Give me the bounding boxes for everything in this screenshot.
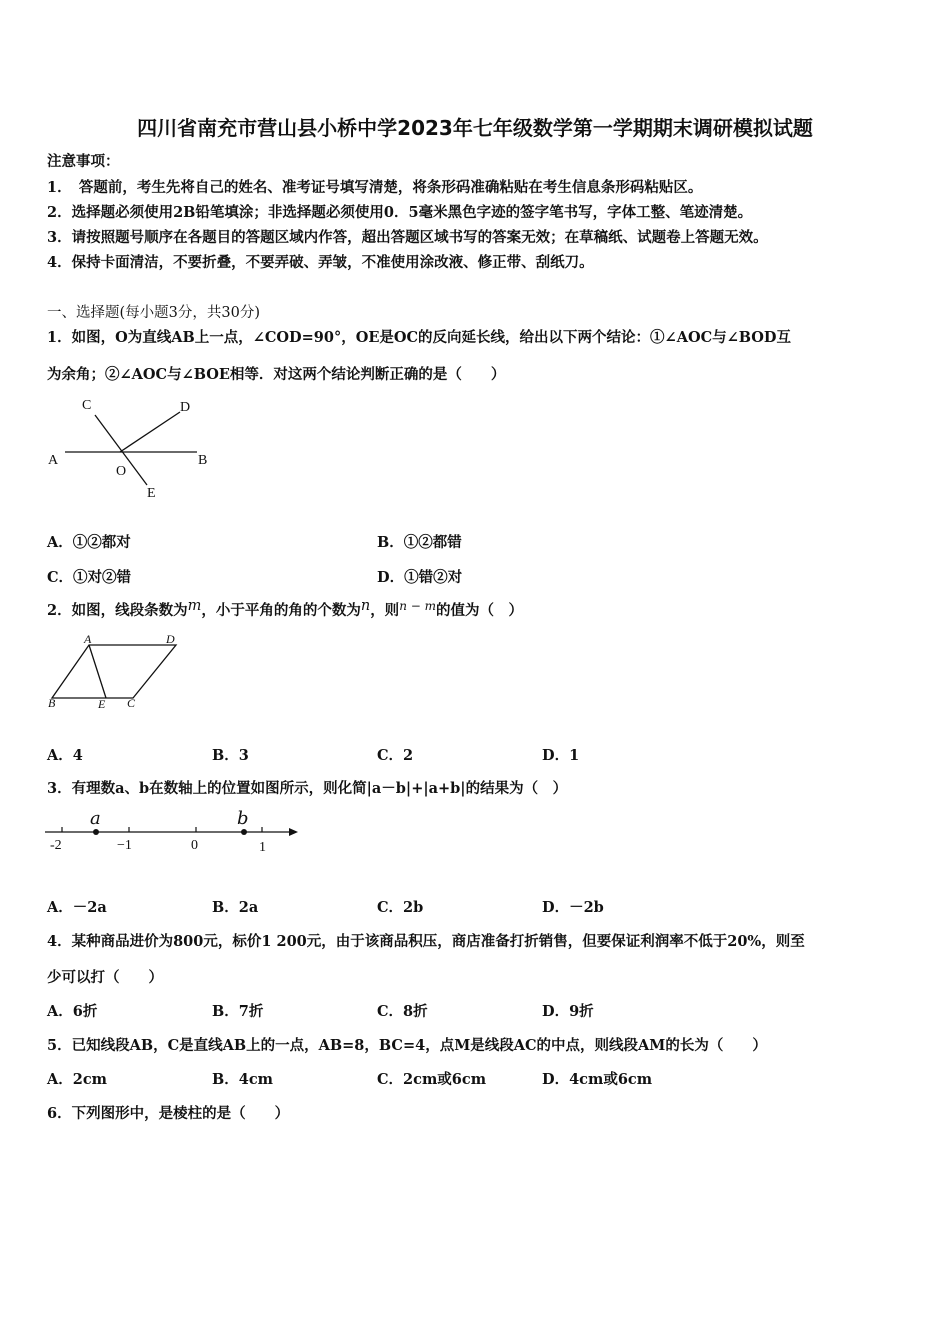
q2-label-d: D	[166, 632, 175, 646]
q3-option-a: A．－2a	[47, 899, 107, 916]
q2-stem: 2．如图，线段条数为m，小于平角的角的个数为n，则$^{n - m}$的值为（ ）	[47, 598, 523, 619]
axis-arrow	[289, 828, 298, 836]
q1-option-d: D．①错②对	[377, 569, 463, 586]
q5-option-c: C．2cm或6cm	[377, 1071, 487, 1088]
q5-option-d: D．4cm或6cm	[542, 1071, 653, 1088]
q3-option-b: B．2a	[212, 899, 259, 916]
q3-stem: 3．有理数a、b在数轴上的位置如图所示，则化简|a－b|+|a+b|的结果为（ ）	[47, 780, 568, 797]
q3-tick-label-neg2: -2	[50, 838, 62, 853]
q1-label-c: C	[82, 398, 92, 413]
q5-stem: 5．已知线段AB，C是直线AB上的一点，AB=8，BC=4，点M是线段AC的中点，则线段AM的长为（ ）	[47, 1037, 767, 1054]
notice-item-2: 2．选择题必须使用2B铅笔填涂；非选择题必须使用0．5毫米黑色字迹的签字笔书写，字体工整、笔迹清楚。	[47, 204, 753, 221]
q3-tick-label-neg1: −1	[117, 838, 132, 853]
page-title: 四川省南充市营山县小桥中学2023年七年级数学第一学期期末调研模拟试题	[137, 116, 813, 140]
q1-label-e: E	[147, 486, 156, 501]
point-a	[93, 829, 99, 835]
q3-tick-label-1: 1	[259, 840, 266, 855]
notice-item-1: 1． 答题前，考生先将自己的姓名、准考证号填写清楚，将条形码准确粘贴在考生信息条形码粘贴区。	[47, 179, 703, 196]
q1-figure	[40, 395, 220, 505]
q4-option-c: C．8折	[377, 1003, 428, 1020]
q1-label-a: A	[48, 453, 59, 468]
q4-option-d: D．9折	[542, 1003, 594, 1020]
q3-label-a: a	[90, 808, 101, 829]
q2-option-b: B．3	[212, 747, 249, 764]
section-heading: 一、选择题(每小题3分，共30分)	[47, 305, 260, 321]
q2-label-c: C	[127, 696, 136, 710]
q4-line2: 少可以打（ ）	[47, 969, 163, 986]
q2-option-d: D．1	[542, 747, 580, 764]
q2-label-e: E	[98, 697, 106, 711]
parallelogram	[52, 645, 176, 698]
q1-label-o: O	[116, 464, 127, 479]
notice-heading: 注意事项：	[47, 153, 120, 170]
q4-line1: 4．某种商品进价为800元，标价1 200元，由于该商品积压，商店准备打折销售，但要保证利润率不低于20%，则至	[47, 933, 805, 950]
q2-expression: n − m	[399, 599, 436, 613]
q4-option-b: B．7折	[212, 1003, 264, 1020]
ray-od	[120, 412, 180, 452]
q6-stem: 6．下列图形中，是棱柱的是（ ）	[47, 1105, 290, 1122]
point-b	[241, 829, 247, 835]
q1-option-a: A．①②都对	[47, 534, 131, 551]
q2-label-a: A	[84, 632, 92, 646]
q3-option-c: C．2b	[377, 899, 424, 916]
q3-option-d: D．－2b	[542, 899, 604, 916]
q2-option-c: C．2	[377, 747, 414, 764]
segment-ae	[89, 645, 106, 698]
q3-label-b: b	[237, 808, 249, 829]
q2-label-b: B	[48, 696, 56, 710]
q1-label-d: D	[180, 400, 191, 415]
q1-line1: 1．如图，O为直线AB上一点，∠COD=90°，OE是OC的反向延长线，给出以下两个结论：①∠AOC与∠BOD互	[47, 329, 791, 346]
q3-tick-label-0: 0	[191, 838, 198, 853]
q1-label-b: B	[198, 453, 208, 468]
q2-option-a: A．4	[47, 747, 83, 764]
q2-m-symbol: m	[187, 598, 202, 614]
q5-option-a: A．2cm	[47, 1071, 108, 1088]
q4-option-a: A．6折	[47, 1003, 98, 1020]
q1-option-b: B．①②都错	[377, 534, 462, 551]
notice-item-3: 3．请按照题号顺序在各题目的答题区域内作答，超出答题区域书写的答案无效；在草稿纸、试题卷上答题无效。	[47, 229, 768, 246]
notice-item-4: 4．保持卡面清洁，不要折叠，不要弄破、弄皱，不准使用涂改液、修正带、刮纸刀。	[47, 254, 594, 271]
q1-line2: 为余角；②∠AOC与∠BOE相等．对这两个结论判断正确的是（ ）	[47, 366, 506, 383]
q2-n-symbol: n	[360, 598, 371, 614]
q1-option-c: C．①对②错	[47, 569, 132, 586]
q5-option-b: B．4cm	[212, 1071, 274, 1088]
